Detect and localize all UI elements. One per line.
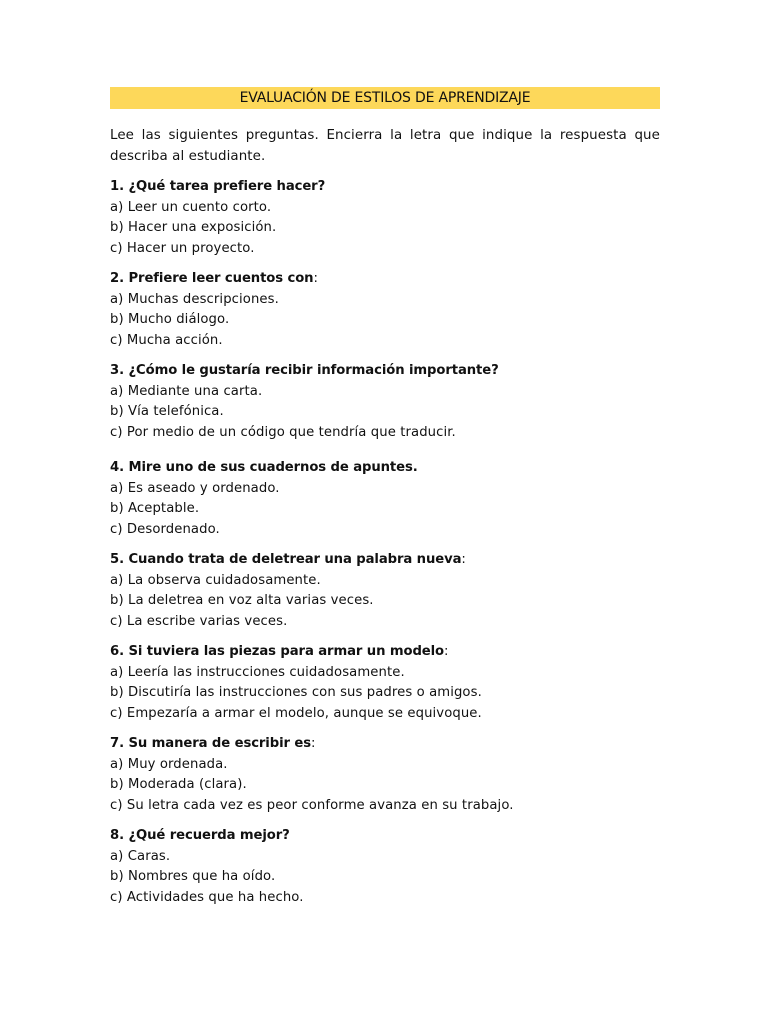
answer-option[interactable]: b) Nombres que ha oído. [110, 869, 276, 884]
instructions-paragraph: Lee las siguientes preguntas. Encierra la letra que indique la respuesta que describa al estudiante. [110, 128, 660, 164]
answer-option[interactable]: c) Actividades que ha hecho. [110, 889, 304, 905]
question-2 [110, 269, 660, 351]
answer-option[interactable]: c) Su letra cada vez es peor conforme avanza en su trabajo. [110, 797, 514, 813]
answer-option[interactable]: b) Vía telefónica. [110, 404, 224, 419]
question-3 [110, 361, 660, 443]
answer-option[interactable]: a) Muchas descripciones. [110, 291, 279, 307]
answer-option[interactable]: c) Desordenado. [110, 521, 220, 537]
question-4 [110, 458, 660, 540]
question-title: 7. Su manera de escribir es: [110, 736, 316, 751]
answer-option[interactable]: b) Discutiría las instrucciones con sus padres o amigos. [110, 685, 482, 700]
answer-option[interactable]: a) Muy ordenada. [110, 756, 228, 772]
question-1 [110, 177, 660, 259]
answer-option[interactable]: b) Aceptable. [110, 501, 200, 516]
answer-option[interactable]: c) Empezaría a armar el modelo, aunque se equivoque. [110, 705, 482, 721]
question-title: 8. ¿Qué recuerda mejor? [110, 828, 290, 843]
answer-option[interactable]: b) Moderada (clara). [110, 777, 247, 792]
document-page [110, 87, 660, 918]
question-5 [110, 550, 660, 632]
answer-option[interactable]: a) Caras. [110, 848, 171, 864]
question-7 [110, 734, 660, 816]
question-6 [110, 642, 660, 724]
answer-option[interactable]: c) Hacer un proyecto. [110, 240, 255, 256]
answer-option[interactable]: a) Leer un cuento corto. [110, 199, 272, 215]
answer-option[interactable]: a) La observa cuidadosamente. [110, 572, 321, 588]
question-title: 6. Si tuviera las piezas para armar un modelo: [110, 644, 449, 659]
question-title: 2. Prefiere leer cuentos con: [110, 271, 318, 286]
answer-option[interactable]: c) La escribe varias veces. [110, 613, 288, 629]
answer-option[interactable]: a) Leería las instrucciones cuidadosamente. [110, 664, 405, 680]
question-title: 5. Cuando trata de deletrear una palabra nueva: [110, 552, 466, 567]
document-title: EVALUACIÓN DE ESTILOS DE APRENDIZAJE [110, 87, 660, 109]
answer-option[interactable]: c) Mucha acción. [110, 332, 223, 348]
answer-option[interactable]: b) La deletrea en voz alta varias veces. [110, 593, 374, 608]
question-8 [110, 826, 660, 908]
answer-option[interactable]: b) Hacer una exposición. [110, 220, 277, 235]
question-title: 1. ¿Qué tarea prefiere hacer? [110, 179, 326, 194]
question-title: 3. ¿Cómo le gustaría recibir información importante? [110, 363, 499, 378]
answer-option[interactable]: a) Mediante una carta. [110, 383, 263, 399]
answer-option[interactable]: a) Es aseado y ordenado. [110, 480, 280, 496]
answer-option[interactable]: b) Mucho diálogo. [110, 312, 230, 327]
question-title: 4. Mire uno de sus cuadernos de apuntes. [110, 460, 418, 475]
answer-option[interactable]: c) Por medio de un código que tendría que traducir. [110, 424, 456, 440]
